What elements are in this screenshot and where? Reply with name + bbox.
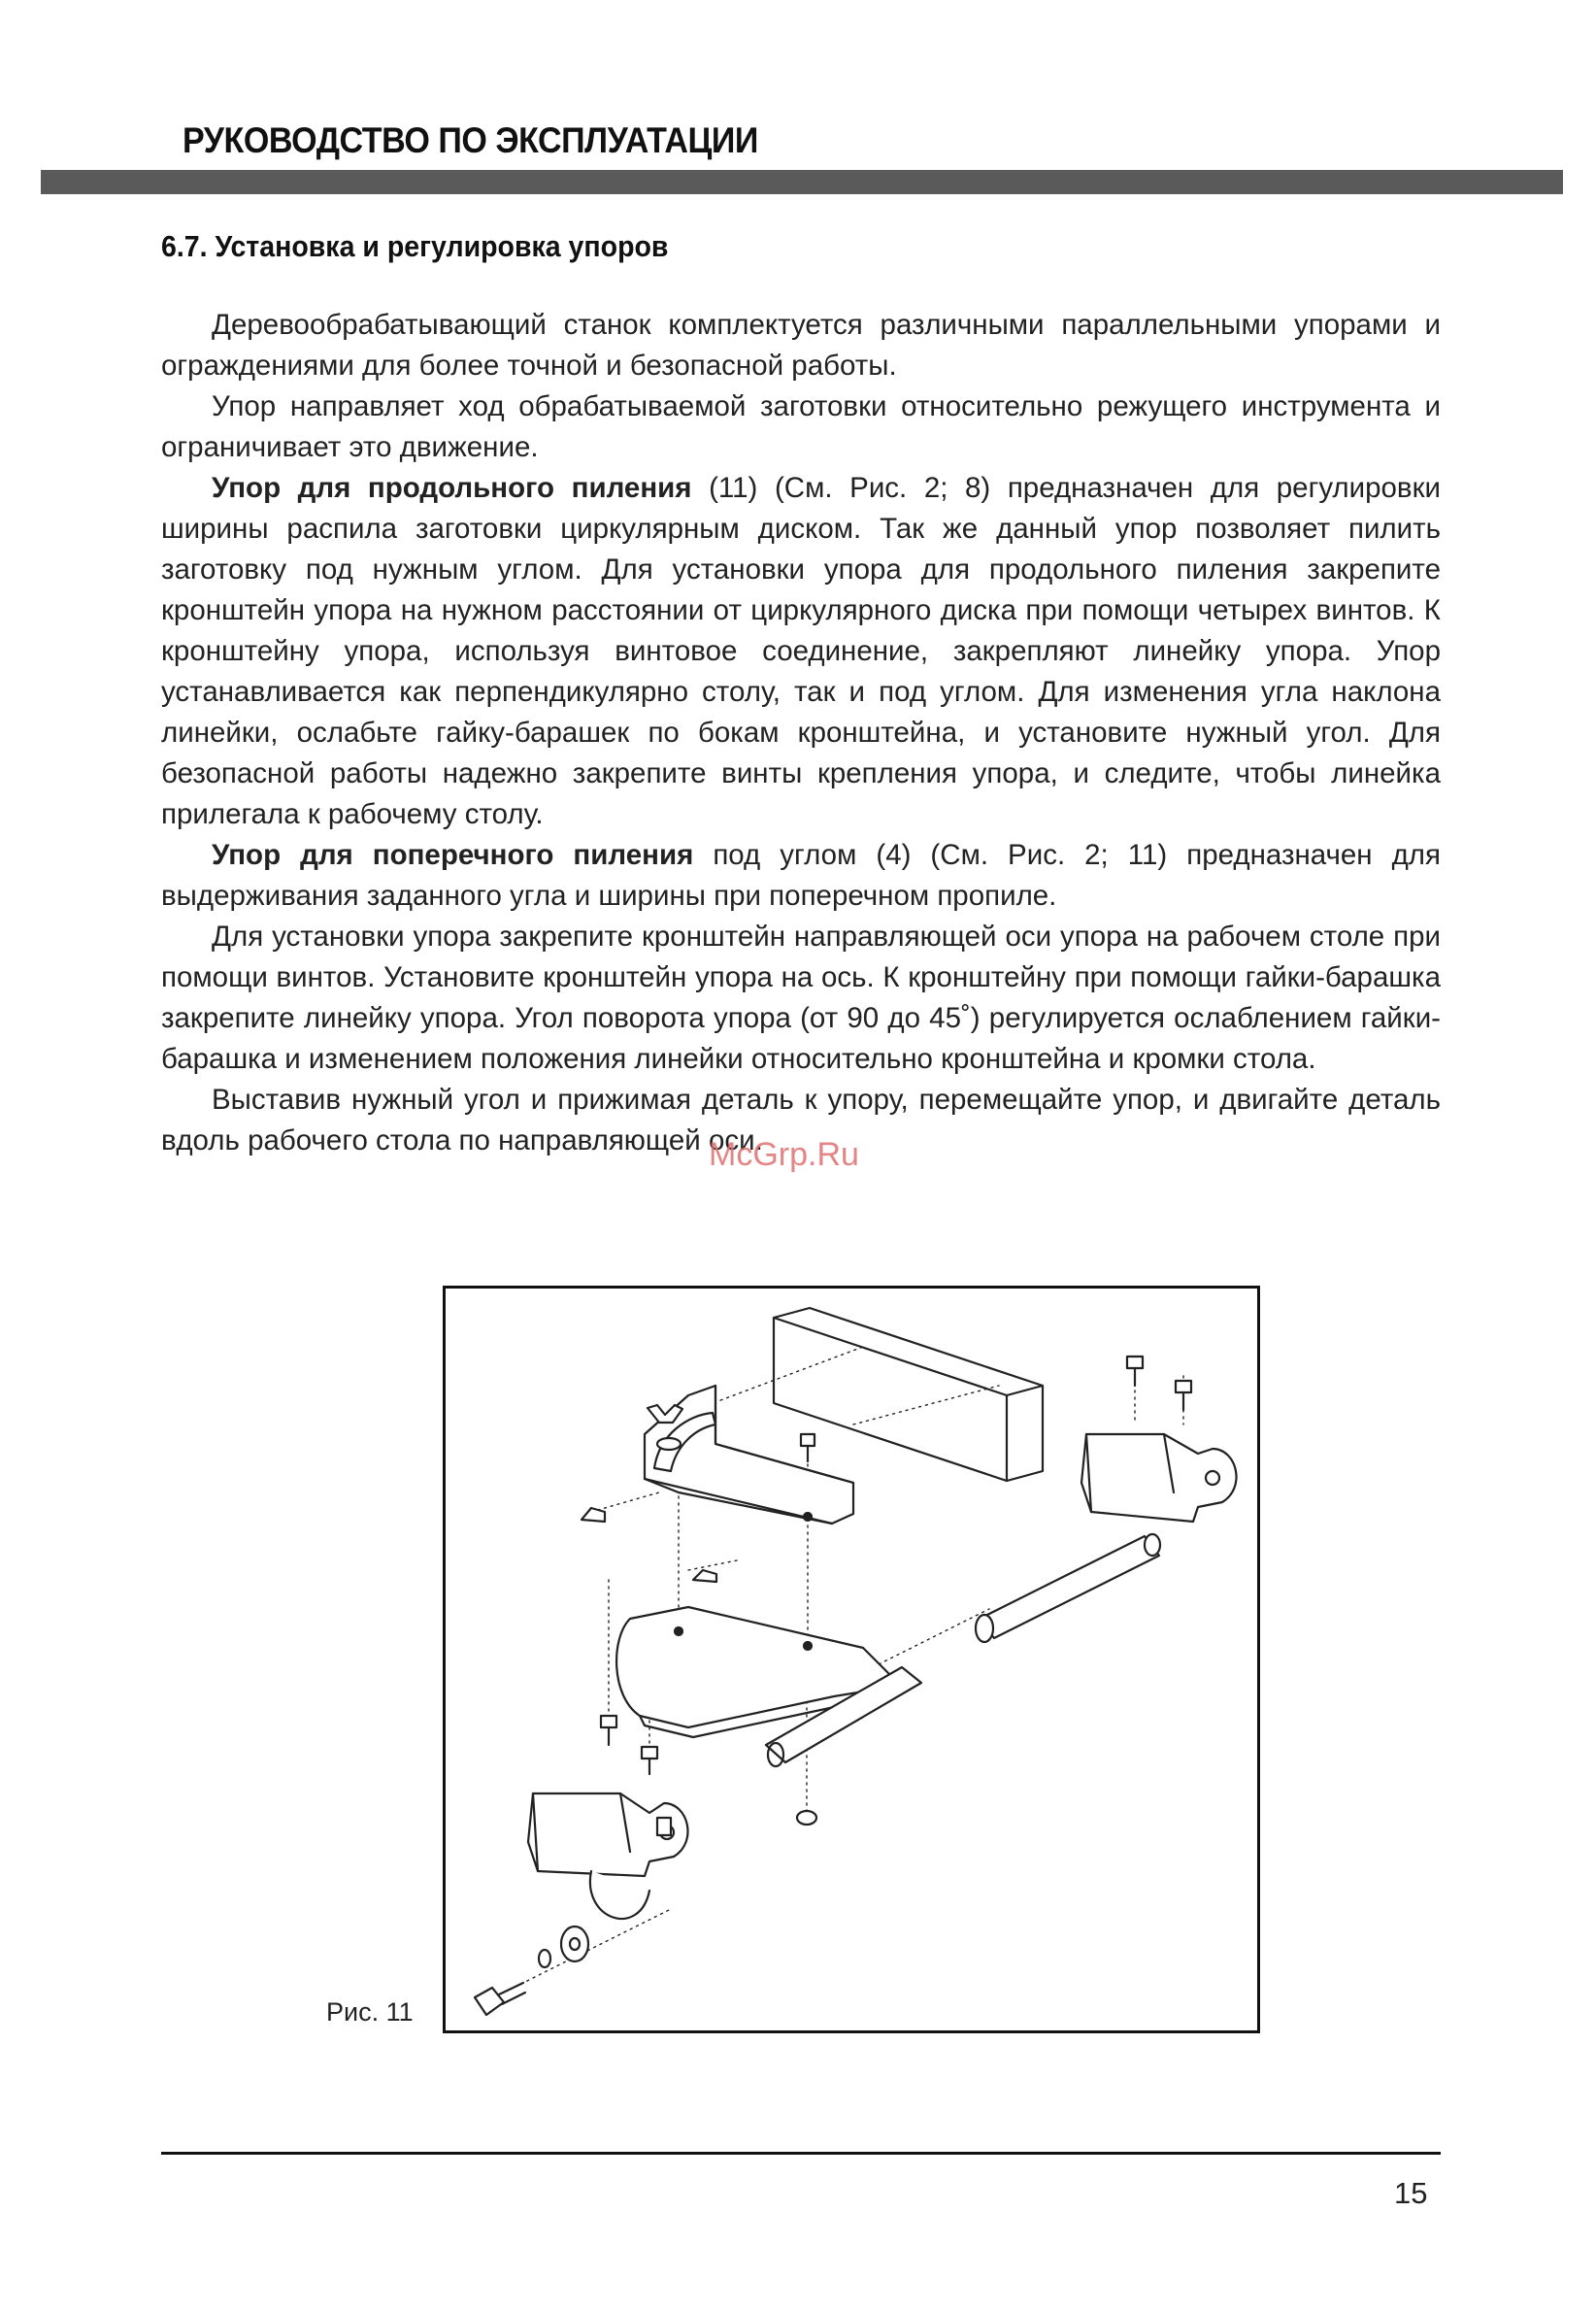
paragraph-6: Выставив нужный угол и прижимая деталь к упору, перемещайте упор, и двигайте деталь вдоль рабочего стола по направляющей оси. [161, 1084, 1441, 1156]
paragraph-4-text: под углом (4) (См. Рис. 2; 11) предназначен для выдерживания заданного угла и ширины при поперечном пропиле. [161, 839, 1441, 912]
paragraph-1: Деревообрабатывающий станок комплектуется различными параллельными упорами и ограждениями для более точной и безопасной работы. [161, 309, 1441, 382]
left-bracket [528, 1793, 687, 1919]
section-heading: 6.7. Установка и регулировка упоров [161, 229, 669, 263]
right-screws [1127, 1357, 1191, 1410]
footer-rule [161, 2152, 1441, 2155]
right-bracket [1081, 1434, 1236, 1522]
rip-fence-term: Упор для продольного пиления [212, 472, 692, 504]
figure-11-diagram [443, 1286, 1260, 2033]
body-text [161, 305, 1441, 1161]
page-number: 15 [1394, 2176, 1428, 2210]
miter-fence-term: Упор для поперечного пиления [212, 839, 694, 871]
watermark: McGrp.Ru [709, 1136, 859, 1173]
paragraph-2: Упор направляет ход обрабатываемой заготовки относительно режущего инструмента и ограничивает это движение. [161, 390, 1441, 463]
exploded-view-drawing [446, 1289, 1257, 2030]
paragraph-4 [161, 835, 1441, 917]
fence-board [774, 1308, 1043, 1481]
page-header-title: РУКОВОДСТВО ПО ЭКСПЛУАТАЦИИ [183, 120, 758, 160]
paragraph-3-text: (11) (См. Рис. 2; 8) предназначен для регулировки ширины распила заготовки циркулярным диском. Так же данный упор позволяет пилить заготовку под нужным углом. Для установки упора для продольного пиления закрепите кронштейн упора на нужном расстоянии от циркулярного диска при помощи четырех винтов. К кронштейну упора, используя винтовое соединение, закрепляют линейку упора. Упор устанавливается как перпендикулярно столу, так и под углом. Для изменения угла наклона линейки, ослабьте гайку-барашек по бокам кронштейна, и установите нужный угол. Для безопасной работы надежно закрепите винты крепления упора, и следите, чтобы линейка прилегала к рабочему столу. [161, 472, 1441, 830]
header-bar [41, 170, 1563, 194]
figure-caption: Рис. 11 [326, 1997, 414, 2027]
paragraph-5: Для установки упора закрепите кронштейн направляющей оси упора на рабочем столе при помощи винтов. Установите кронштейн упора на ось. К кронштейну при помощи гайки-барашка закрепите линейку упора. Угол поворота упора (от 90 до 45˚) регулируется ослаблением гайки-барашка и изменением положения линейки относительно кронштейна и кромки стола. [161, 921, 1441, 1075]
paragraph-3 [161, 468, 1441, 835]
